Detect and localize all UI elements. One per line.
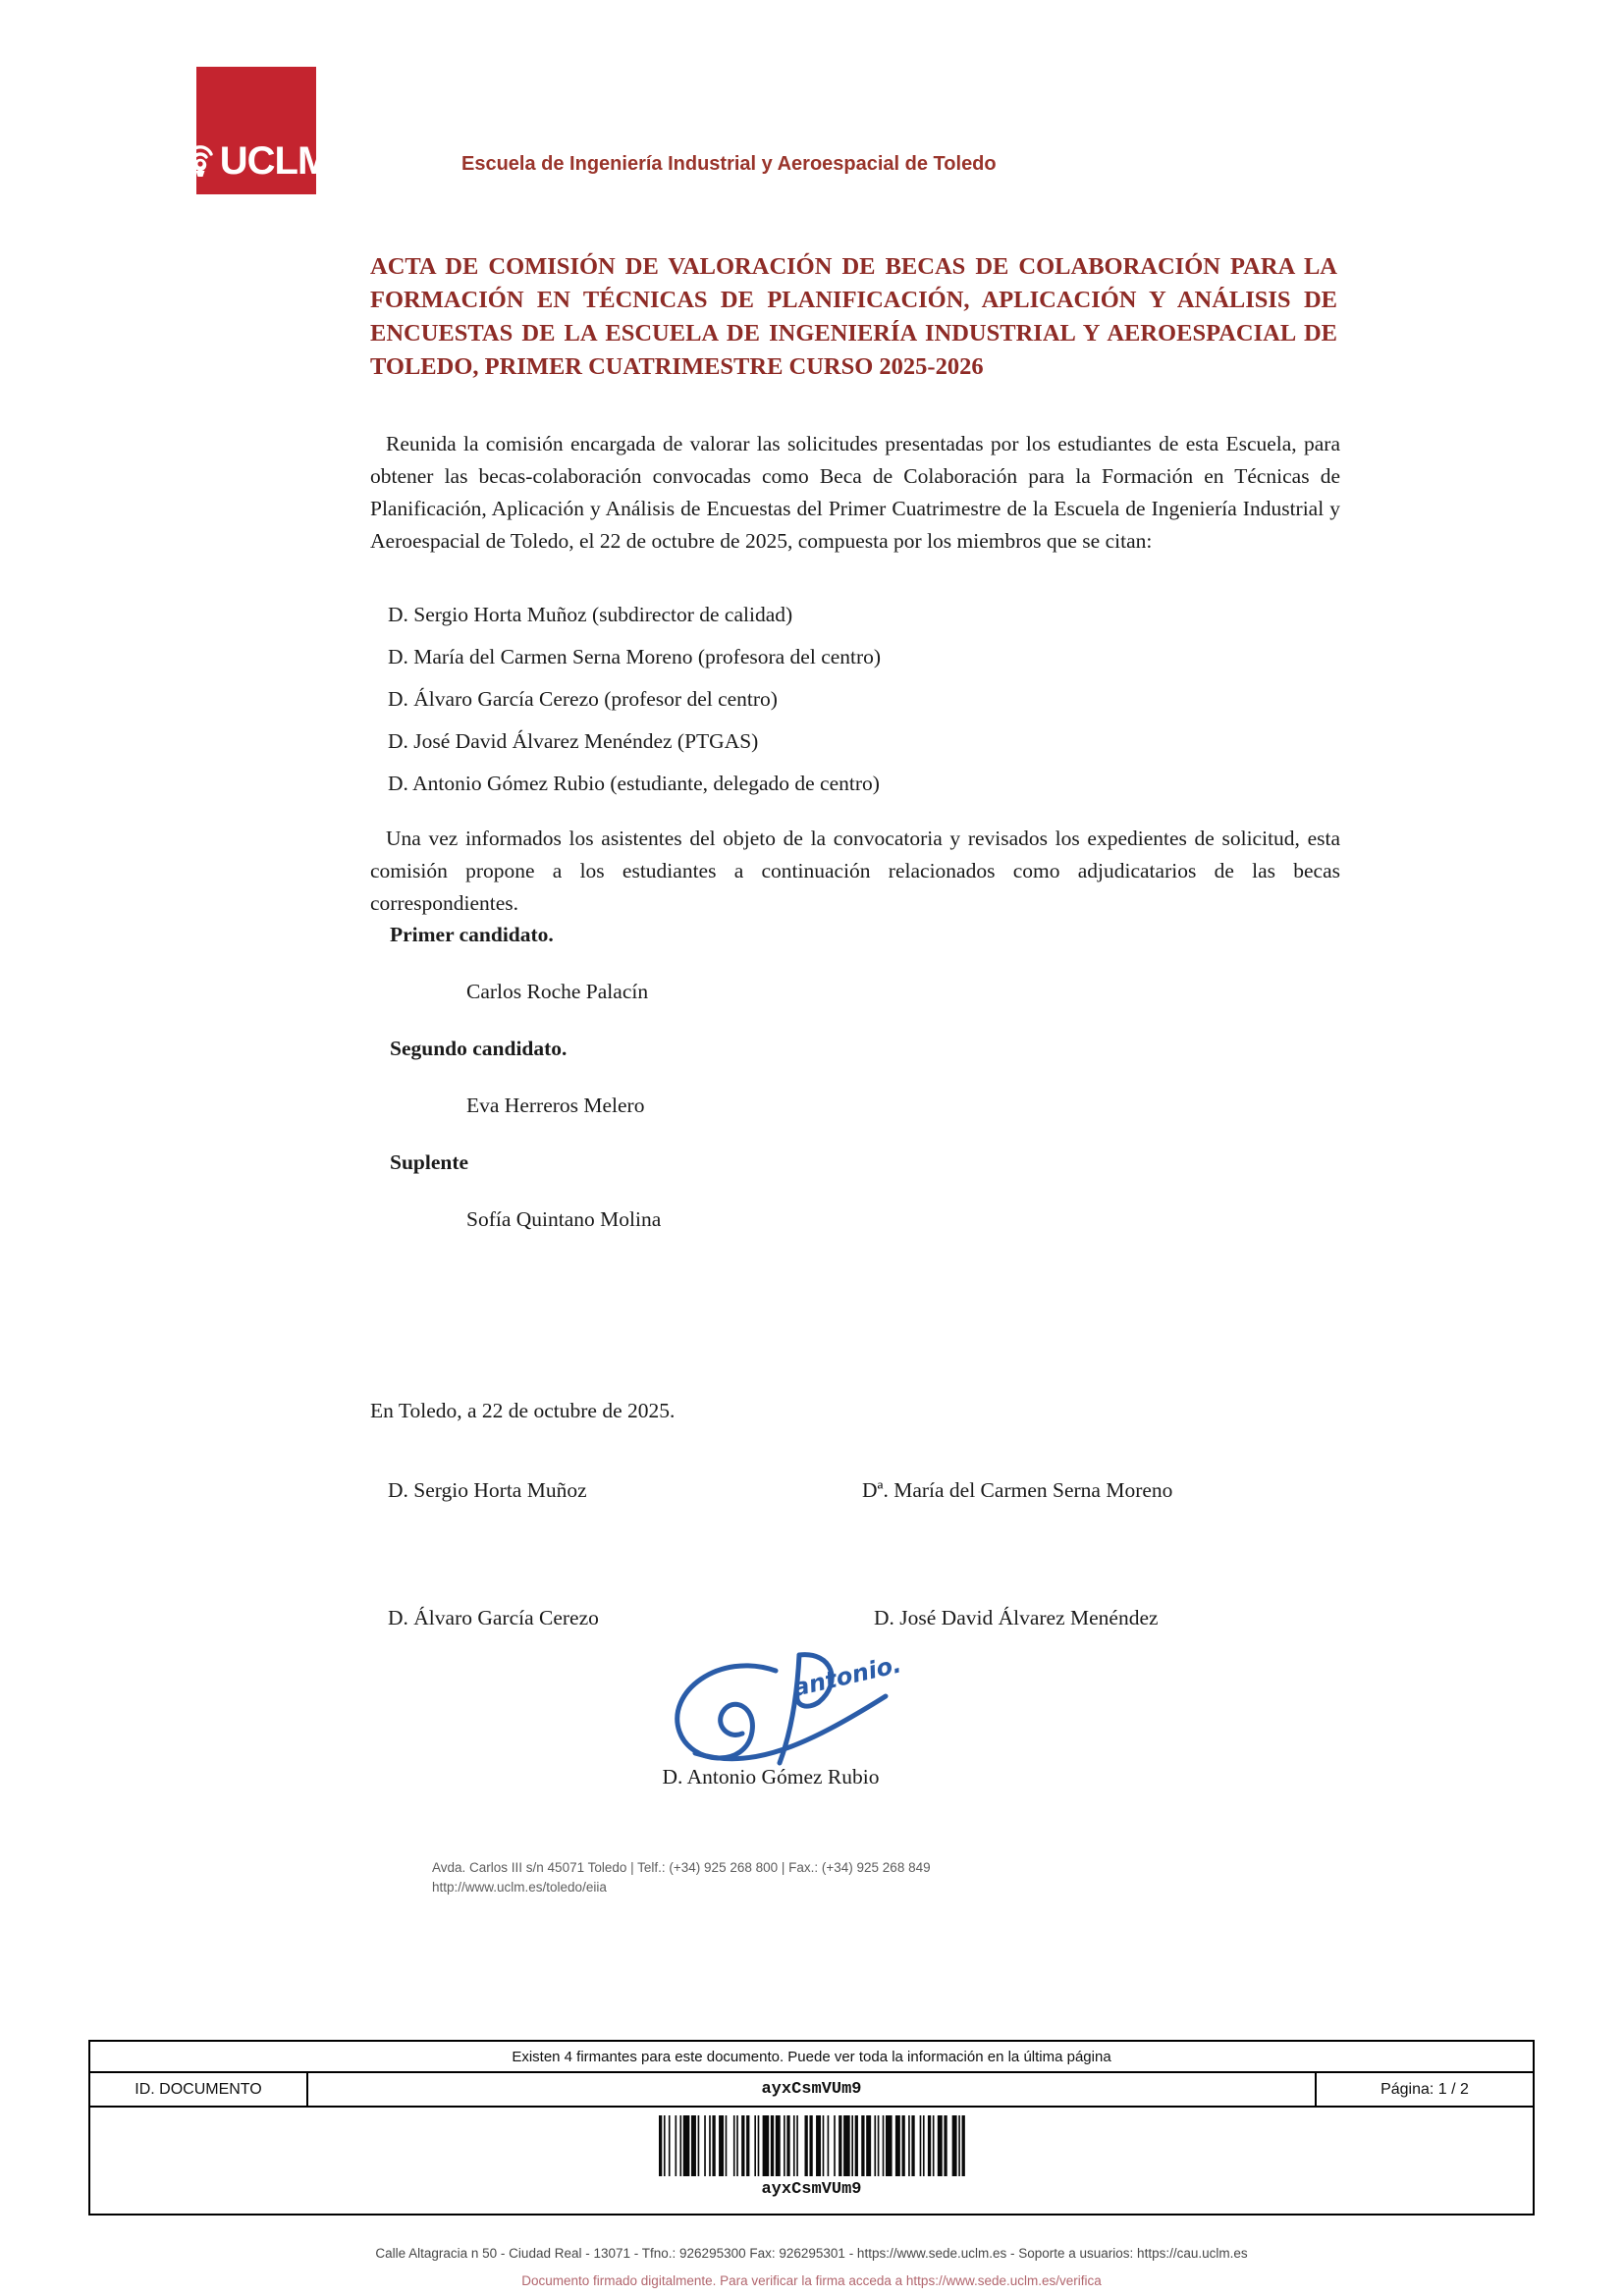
member-item: D. José David Álvarez Menéndez (PTGAS) <box>388 729 759 753</box>
signatory-name: D. Sergio Horta Muñoz <box>388 1478 587 1502</box>
member-item: D. María del Carmen Serna Moreno (profesora del centro) <box>388 645 882 668</box>
candidate-label: Suplente <box>390 1150 469 1174</box>
candidates-section <box>390 923 1273 1264</box>
uclm-logo <box>196 67 330 194</box>
document-title: ACTA DE COMISIÓN DE VALORACIÓN DE BECAS DE COLABORACIÓN PARA LA FORMACIÓN EN TÉCNICAS DE PLANIFICACIÓN, APLICACIÓN Y ANÁLISIS DE ENCUESTAS DE LA ESCUELA DE INGENIERÍA INDUSTRIAL Y AEROESPACIAL DE TOLEDO, PRIMER CUATRIMESTRE CURSO 2025-2026 <box>370 253 1337 380</box>
document-id-row <box>90 2073 1533 2108</box>
footer-verification-line: Documento firmado digitalmente. Para verificar la firma acceda a https://www.sede.uclm.es/verifica <box>521 2273 1102 2288</box>
signature-script-text: antonio. <box>790 1650 904 1702</box>
school-name: Escuela de Ingeniería Industrial y Aeroespacial de Toledo <box>461 153 997 175</box>
candidate-name: Sofía Quintano Molina <box>466 1207 662 1231</box>
candidate-name: Carlos Roche Palacín <box>466 980 649 1003</box>
signers-box <box>88 2040 1535 2216</box>
page-indicator: Página: 1 / 2 <box>1315 2073 1533 2106</box>
proposal-paragraph: Una vez informados los asistentes del objeto de la convocatoria y revisados los expedientes de solicitud, esta comisión propone a los estudiantes a continuación relacionados como adjudicatarios de las becas correspondientes. <box>370 827 1340 915</box>
address-line-1: Avda. Carlos III s/n 45071 Toledo | Telf.: (+34) 925 268 800 | Fax.: (+34) 925 268 849 <box>432 1860 931 1875</box>
barcode-caption: ayxCsmVUm9 <box>761 2180 862 2199</box>
signatory-name: D. José David Álvarez Menéndez <box>874 1606 1159 1629</box>
barcode-icon <box>659 2115 965 2176</box>
barcode-row <box>90 2108 1533 2214</box>
date-line: En Toledo, a 22 de octubre de 2025. <box>370 1399 676 1422</box>
uclm-logo-text: UCLM <box>219 138 330 183</box>
address-line-2: http://www.uclm.es/toledo/eiia <box>432 1880 607 1895</box>
members-list <box>388 603 1330 814</box>
uclm-logo-inner <box>184 138 330 183</box>
central-signatory-name: D. Antonio Gómez Rubio <box>662 1765 880 1789</box>
candidate-label: Primer candidato. <box>390 923 554 946</box>
signers-notice: Existen 4 firmantes para este documento. Puede ver toda la información en la última página <box>90 2042 1533 2073</box>
member-item: D. Antonio Gómez Rubio (estudiante, delegado de centro) <box>388 772 880 795</box>
footer-address-line: Calle Altagracia n 50 - Ciudad Real - 13071 - Tfno.: 926295300 Fax: 926295301 - https://www.sede.uclm.es - Soporte a usuarios: https://cau.uclm.es <box>375 2246 1248 2261</box>
intro-paragraph: Reunida la comisión encargada de valorar las solicitudes presentadas por los estudiantes de esta Escuela, para obtener las becas-colaboración convocadas como Beca de Colaboración para la Formación en Técnicas de Planificación, Aplicación y Análisis de Encuestas del Primer Cuatrimestre de la Escuela de Ingeniería Industrial y Aeroespacial de Toledo, el 22 de octubre de 2025, compuesta por los miembros que se citan: <box>370 432 1340 553</box>
signatory-name: Dª. María del Carmen Serna Moreno <box>862 1478 1173 1502</box>
signatory-name: D. Álvaro García Cerezo <box>388 1606 599 1629</box>
contact-info <box>432 1858 931 1897</box>
candidate-name: Eva Herreros Melero <box>466 1094 645 1117</box>
document-id-value: ayxCsmVUm9 <box>761 2080 862 2099</box>
member-item: D. Álvaro García Cerezo (profesor del centro) <box>388 687 778 711</box>
uclm-emblem-icon <box>184 138 217 183</box>
id-document-label: ID. DOCUMENTO <box>90 2073 308 2106</box>
member-item: D. Sergio Horta Muñoz (subdirector de calidad) <box>388 603 793 626</box>
handwritten-signature-icon <box>650 1649 905 1777</box>
candidate-label: Segundo candidato. <box>390 1037 568 1060</box>
